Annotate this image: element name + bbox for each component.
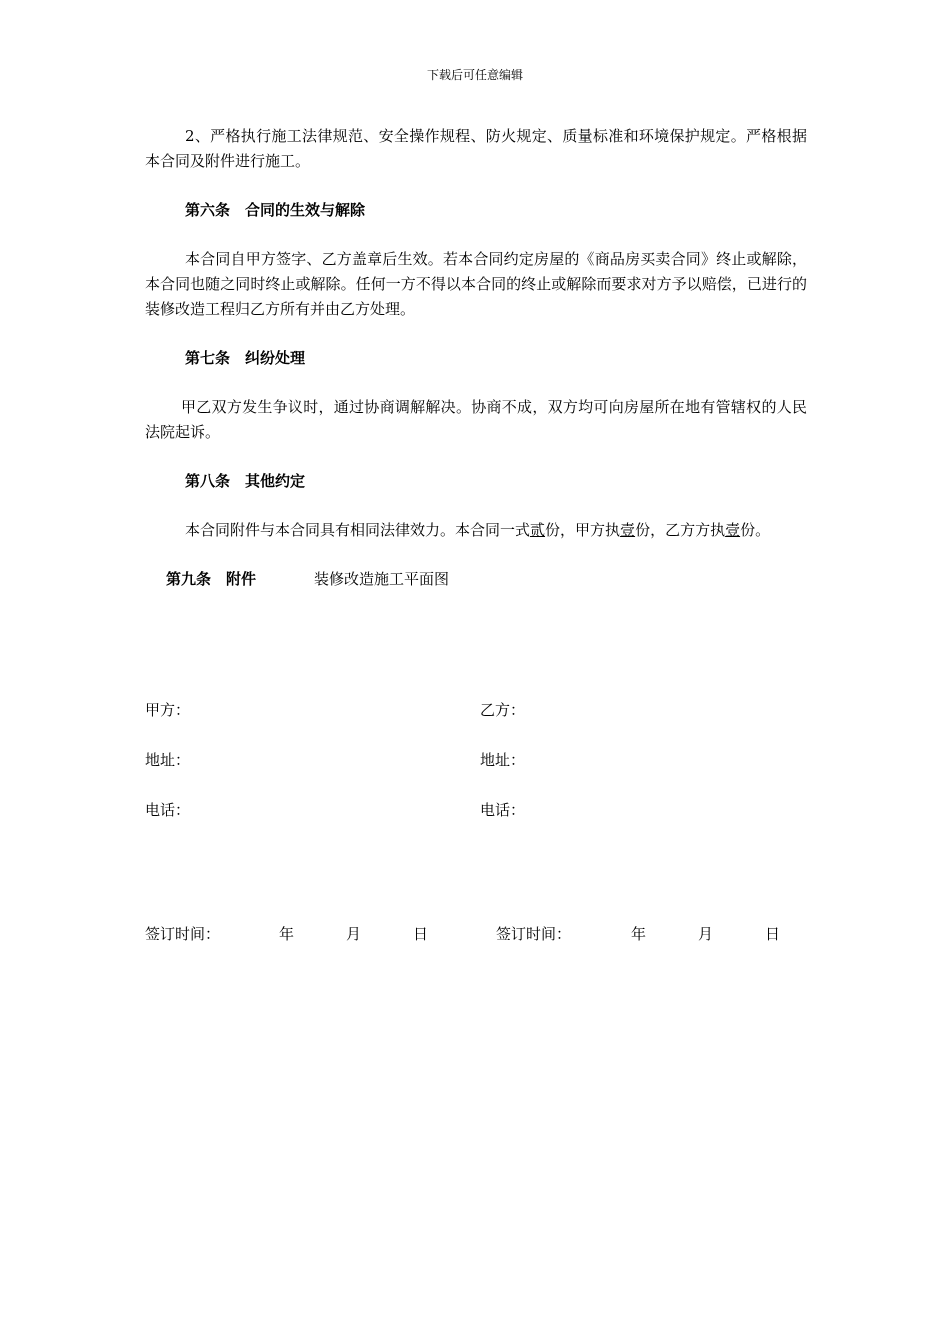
phone-b-label: 电话： — [480, 801, 526, 819]
sign-day-a: 日 — [413, 925, 429, 943]
page-header: 下载后可任意编辑 — [426, 68, 523, 82]
address-row — [145, 748, 807, 773]
sign-day-b: 日 — [765, 925, 781, 943]
copies-total: 贰 — [530, 521, 546, 539]
sign-year-b: 年 — [631, 925, 647, 943]
sign-time-b-label: 签订时间： — [496, 925, 572, 943]
article-8-text — [145, 518, 807, 543]
article-6-title: 第六条 合同的生效与解除 — [185, 201, 366, 219]
sign-year-a: 年 — [279, 925, 295, 943]
article-8-text-part-b: 份，甲方执 — [545, 521, 621, 539]
sign-month-b: 月 — [698, 925, 714, 943]
article-8-text-part-d: 份。 — [740, 521, 771, 539]
article-6-text: 本合同自甲方签字、乙方盖章后生效。若本合同约定房屋的《商品房买卖合同》终止或解除，本合同也随之同时终止或解除。任何一方不得以本合同的终止或解除而要求对方予以赔偿，已进行的装修改造工程归乙方所有并由乙方处理。 — [145, 250, 807, 318]
article-7-title: 第七条 纠纷处理 — [185, 349, 306, 367]
article-9 — [145, 567, 807, 592]
party-a-label: 甲方： — [145, 701, 191, 719]
sign-month-a: 月 — [346, 925, 362, 943]
article-8-text-part-c: 份，乙方方执 — [635, 521, 726, 539]
party-b-label: 乙方： — [480, 701, 526, 719]
article-9-title: 第九条 附件 — [166, 570, 257, 588]
article-7-text: 甲乙双方发生争议时，通过协商调解解决。协商不成，双方均可向房屋所在地有管辖权的人民法院起诉。 — [145, 398, 807, 441]
sign-date-row — [145, 922, 807, 947]
sign-time-a-label: 签订时间： — [145, 925, 221, 943]
article-9-value: 装修改造施工平面图 — [314, 570, 450, 588]
phone-row — [145, 798, 807, 823]
copies-party-a: 壹 — [620, 521, 636, 539]
article-8-text-part-a: 本合同附件与本合同具有相同法律效力。本合同一式 — [185, 521, 531, 539]
contract-body — [145, 124, 807, 592]
article-8-title: 第八条 其他约定 — [185, 472, 306, 490]
phone-a-label: 电话： — [145, 801, 191, 819]
party-row — [145, 698, 807, 723]
clause5-item2: 2、严格执行施工法律规范、安全操作规程、防火规定、质量标准和环境保护规定。严格根据本合同及附件进行施工。 — [145, 127, 807, 170]
address-a-label: 地址： — [145, 751, 191, 769]
address-b-label: 地址： — [480, 751, 526, 769]
copies-party-b: 壹 — [725, 521, 741, 539]
